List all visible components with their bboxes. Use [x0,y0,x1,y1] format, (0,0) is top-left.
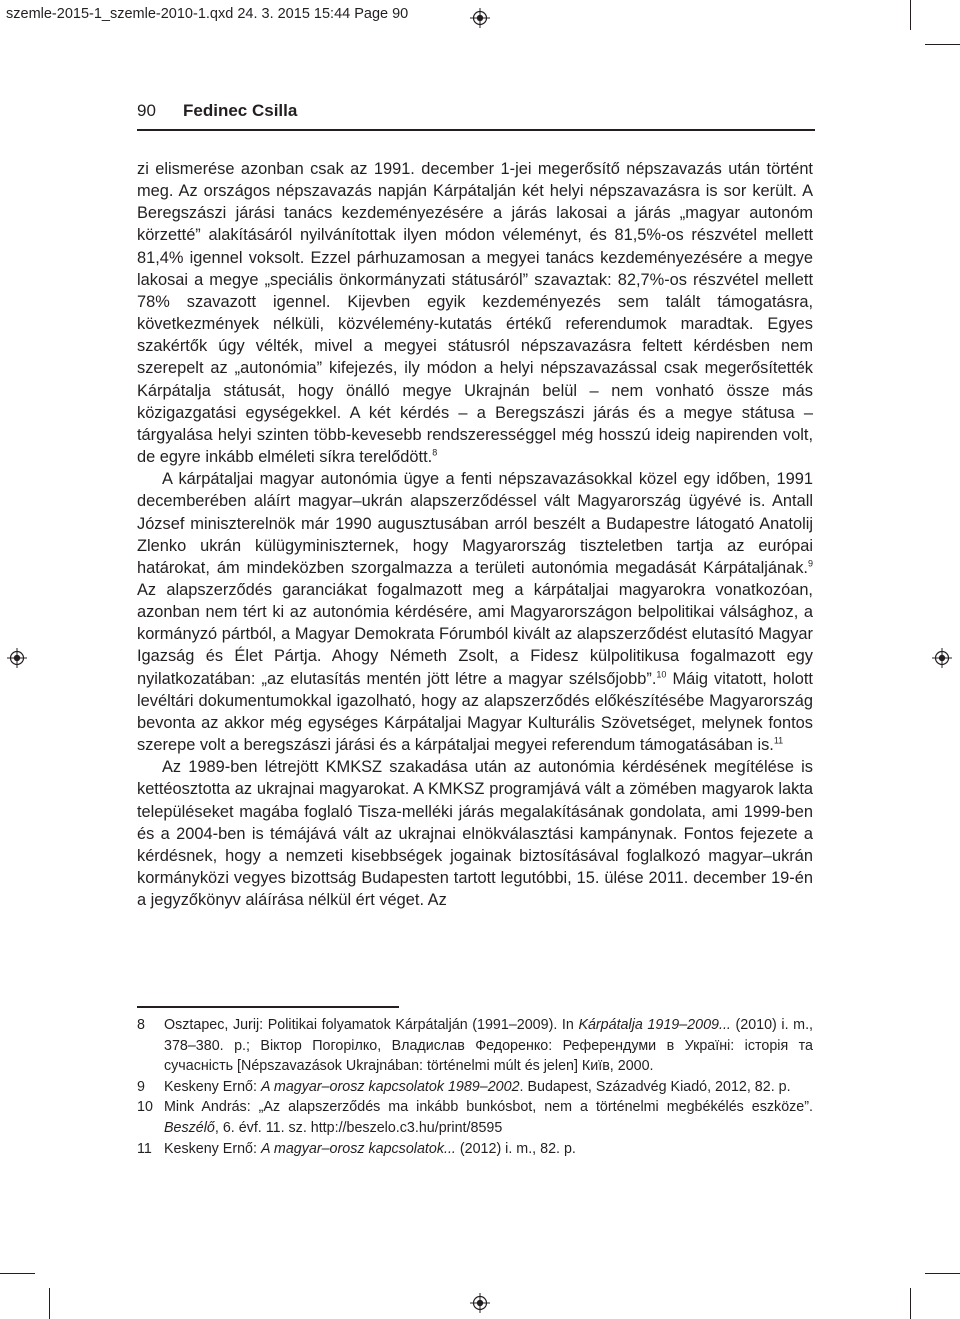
crop-mark [925,44,960,45]
footnote-ref: 11 [773,735,784,746]
footnote [137,1015,813,1077]
footnote-rule [137,1006,399,1008]
footnote-number: 9 [137,1078,145,1095]
registration-mark-icon [932,648,952,668]
footnote-number: 11 [137,1140,152,1157]
footnotes [137,1015,813,1159]
footnote-ref: 9 [807,558,813,569]
footnote-text: Keskeny Ernő: A magyar–orosz kapcsolatok 1989–2002. Budapest, Századvég Kiadó, 2012, 82. p. [164,1078,791,1095]
running-header-author: Fedinec Csilla [183,101,298,120]
page-number: 90 [137,101,156,120]
print-slug: szemle-2015-1_szemle-2010-1.qxd 24. 3. 2015 15:44 Page 90 [6,6,409,22]
header-rule [137,129,815,131]
paragraph: zi elismerése azonban csak az 1991. december 1-jei megerősítő népszavazás után történt meg. Az országos népszavazás napján Kárpátalján két helyi népszavazásra is sor került. A Beregszászi járási tanács kezdeményezésére a járás lakosai a járás „magyar autonóm körzetté” alakításáról nyilvánítottak ilyen módon véleményt, és 81,5%-os részvétel mellett 81,4% igennel voksolt. Ezzel párhuzamosan a megyei tanács kezdeményezésére a megye lakosai a megye „speciális önkormányzati státusáról” szavaztak: 82,7%-os részvétel mellett 78% szavazott igennel. Kijevben egyik kezdeményezés sem talált támogatásra, következmények nélküli, közvélemény-kutatás értékű referendumok maradtak. Egyes szakértők úgy vélték, mivel a megyei státusról népszavazásra feltett kérdésben nem szerepelt az „autonómia” kifejezés, ily módon a helyi népszavazással csak megerősítették Kárpátalja státusát, hogy önálló megye Ukrajnán belül – nem vonható össze más közigazgatási egységekkel. A két kérdés – a Beregszászi járás és a megye státusa – tárgyalása helyi szinten több-kevesebb rendszerességgel még hosszú ideig napirenden volt, de egyre inkább elméleti síkra terelődött.$^8$ [137,160,813,467]
footnote [137,1139,813,1160]
paragraph: A kárpátaljai magyar autonómia ügye a fenti népszavazásokkal közel egy időben, 1991 decemberében aláírt magyar–ukrán alapszerződéssel vált Magyarország ügyévé is. Antall József miniszterelnök már 1990 augusztusában arról beszélt a Budapestre látogató Anatolij Zlenko ukrán külügyminiszternek, hogy Magyarország tiszteletben tartja az európai határokat, ám mindeközben szorgalmazza a területi autonómia megadását Kárpátaljának.$^9$ Az alapszerződés garanciákat fogalmazott meg a kárpátaljai magyarokra vonatkozóan, azonban nem tért ki az autonómia kérdésére, ami Magyarországon belpolitikai válsághoz, a kormányzó pártból, a Magyar Demokrata Fórumból kivált az alapszerződést elutasító Magyar Igazság és Élet Pártja. Ahogy Németh Zsolt, a Fidesz külpolitikusa fogalmazott egy nyilatkozatában: „az elutasítás mentén jött létre a magyar szélsőjobb”.$^{10}$ Máig vitatott, holott levéltári dokumentumokkal igazolható, hogy az alapszerződés előkészítésébe Magyarország bevonta az akkor még egységes Kárpátaljai Magyar Kulturális Szövetséget, melynek fontos szerepe volt a beregszászi járási és a kárpátaljai megyei referendum támogatásában is.$^{11}$ [137,470,813,755]
footnote-ref: 10 [656,669,667,680]
footnote-text: Mink András: „Az alapszerződés ma inkább bunkósbot, nem a történelmi megbékélés eszköze”. Beszélő, 6. évf. 11. sz. http://beszelo.c3.hu/print/8595 [164,1099,813,1136]
crop-mark [910,0,911,30]
running-header [137,101,815,121]
registration-mark-icon [470,8,490,28]
footnote-text: Keskeny Ernő: A magyar–orosz kapcsolatok... (2012) i. m., 82. p. [164,1140,576,1157]
body-text [137,158,813,911]
footnote-ref: 8 [432,447,438,458]
crop-mark [925,1273,960,1274]
crop-mark [49,1288,50,1319]
crop-mark [910,1288,911,1319]
registration-mark-icon [7,648,27,668]
crop-mark [0,1273,35,1274]
footnote-text: Osztapec, Jurij: Politikai folyamatok Kárpátalján (1991–2009). In Kárpátalja 1919–2009... (2010) i. m., 378–380. p.; Віктор Погорілко, Владислав Федоренко: Референдуми в Україні: історія та сучасність [Népszavazások Ukrajnában: történelmi múlt és jelen] Київ, 2000. [164,1017,814,1075]
registration-mark-icon [470,1293,490,1313]
footnote [137,1097,813,1138]
footnote [137,1077,813,1098]
footnote-number: 8 [137,1017,145,1033]
paragraph: Az 1989-ben létrejött KMKSZ szakadása után az autonómia kérdésének megítélése is kettéosztotta az ukrajnai magyarokat. A KMKSZ programjává vált a zömében magyarok lakta településeket magába foglaló Tisza-melléki járás megalakításának gondolata, ami 1999-ben és a 2004-ben is témájává vált az ukrajnai elnökválasztási kampánynak. Fontos fejezete a kérdésnek, hogy a nemzeti kisebbségek jogainak biztosításával foglalkozó magyar–ukrán kormányközi vegyes bizottság Budapesten tartott legutóbbi, 15. ülése 2011. december 19-én a jegyzőkönyv aláírása nélkül ért véget. Az [137,758,813,910]
footnote-number: 10 [137,1099,153,1116]
